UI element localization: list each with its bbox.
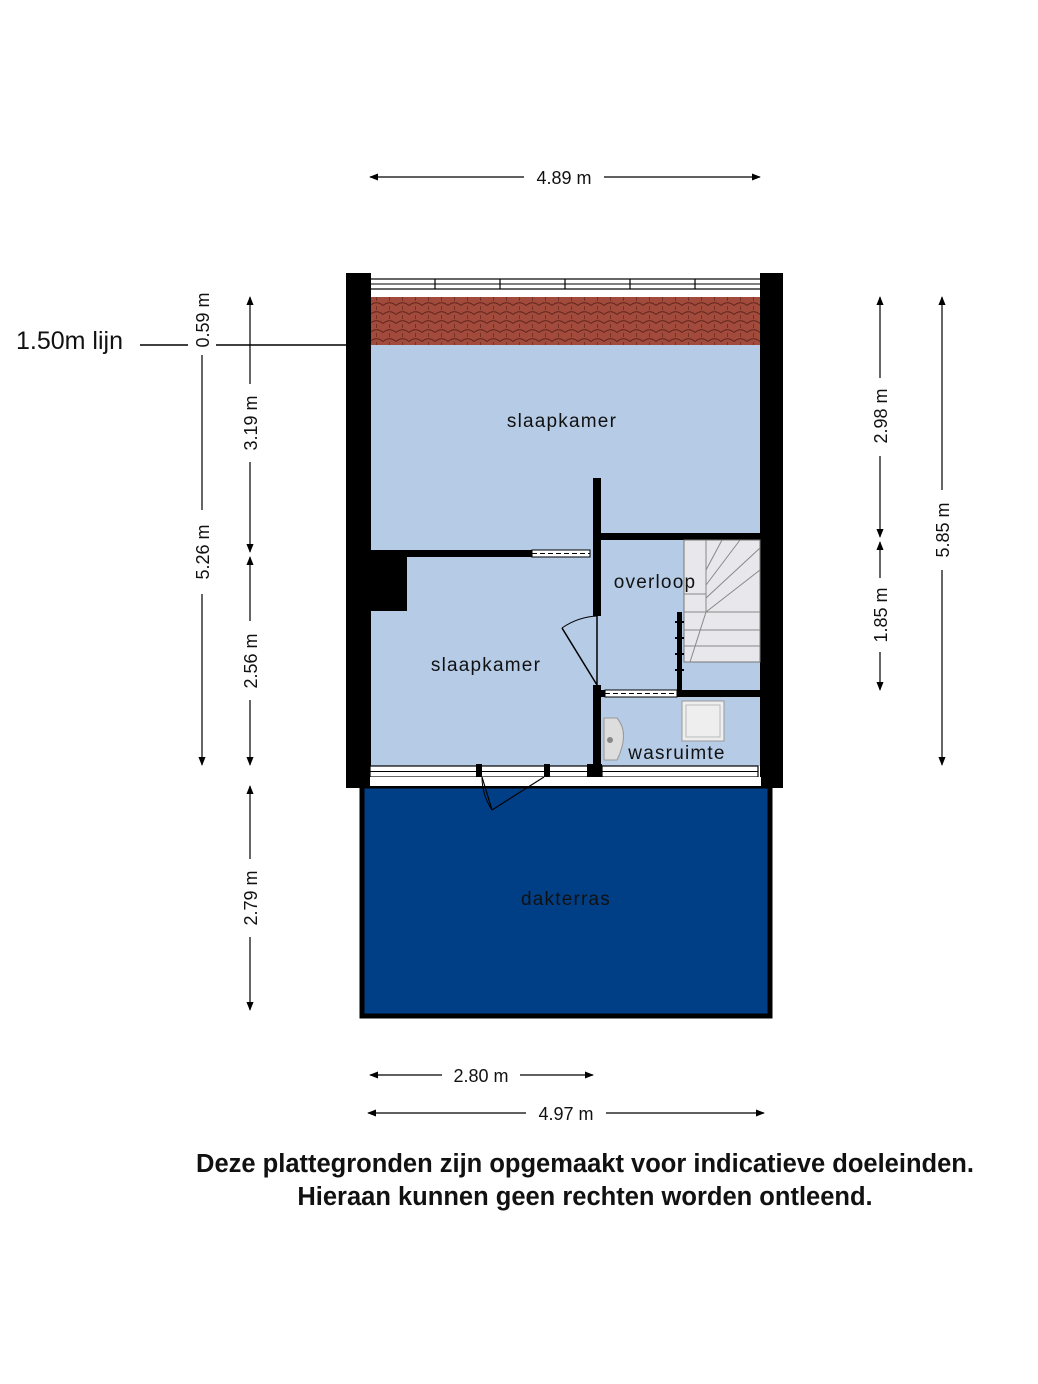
svg-text:5.26 m: 5.26 m [193,524,213,580]
label-landing: overloop [613,572,697,593]
roof-tiles [370,297,761,345]
wall-laundry-top-right [677,690,761,697]
label-roof-terrace: dakterras [520,889,612,910]
wall-laundry-top-left [597,690,605,697]
wall-left [346,273,371,787]
wall-bedroom-divider [370,550,532,557]
svg-text:1.85 m: 1.85 m [871,587,891,643]
wall-landing-left-upper [593,478,601,616]
top-window [370,279,761,289]
wall-landing-top [597,533,761,540]
dim-left-outer-top [193,292,213,347]
svg-text:2.80 m: 2.80 m [453,1066,509,1086]
dim-left-inner-middle [241,557,261,765]
wall-right [760,273,783,787]
disclaimer-line-1: Deze plattegronden zijn opgemaakt voor indicatieve doeleinden. [196,1150,974,1178]
dim-bottom-total [368,1104,764,1124]
bottom-window [346,764,783,787]
dim-right-inner-bottom [871,542,891,690]
svg-text:3.19 m: 3.19 m [241,395,261,451]
svg-text:2.79 m: 2.79 m [241,870,261,926]
disclaimer-line-2: Hieraan kunnen geen rechten worden ontleend. [297,1183,873,1211]
label-bedroom-top: slaapkamer [506,411,618,432]
room-bedroom-top-fill [370,345,761,553]
svg-text:2.56 m: 2.56 m [241,633,261,689]
svg-text:4.89 m: 4.89 m [536,168,592,188]
disclaimer [100,1148,1038,1214]
label-bedroom-bottom: slaapkamer [430,655,542,676]
svg-text:0.59 m: 0.59 m [193,292,213,348]
svg-text:4.97 m: 4.97 m [538,1104,594,1124]
label-laundry: wasruimte [628,743,726,764]
door-bedroom-top[interactable] [532,550,590,557]
dim-right-outer-total [933,297,953,765]
dim-bottom-partial [370,1066,593,1086]
dim-right-inner-top [871,297,891,537]
door-laundry[interactable] [605,690,677,697]
dim-left-inner-top [241,297,261,552]
svg-text:5.85 m: 5.85 m [933,502,953,558]
line-marker-label: 1.50m lijn [16,327,123,355]
wall-chimney [370,557,407,611]
svg-text:2.98 m: 2.98 m [871,388,891,444]
dim-left-inner-terrace [241,786,261,1010]
washing-machine [682,701,724,741]
dim-left-outer-main [193,355,213,765]
dim-top-width [370,168,760,188]
